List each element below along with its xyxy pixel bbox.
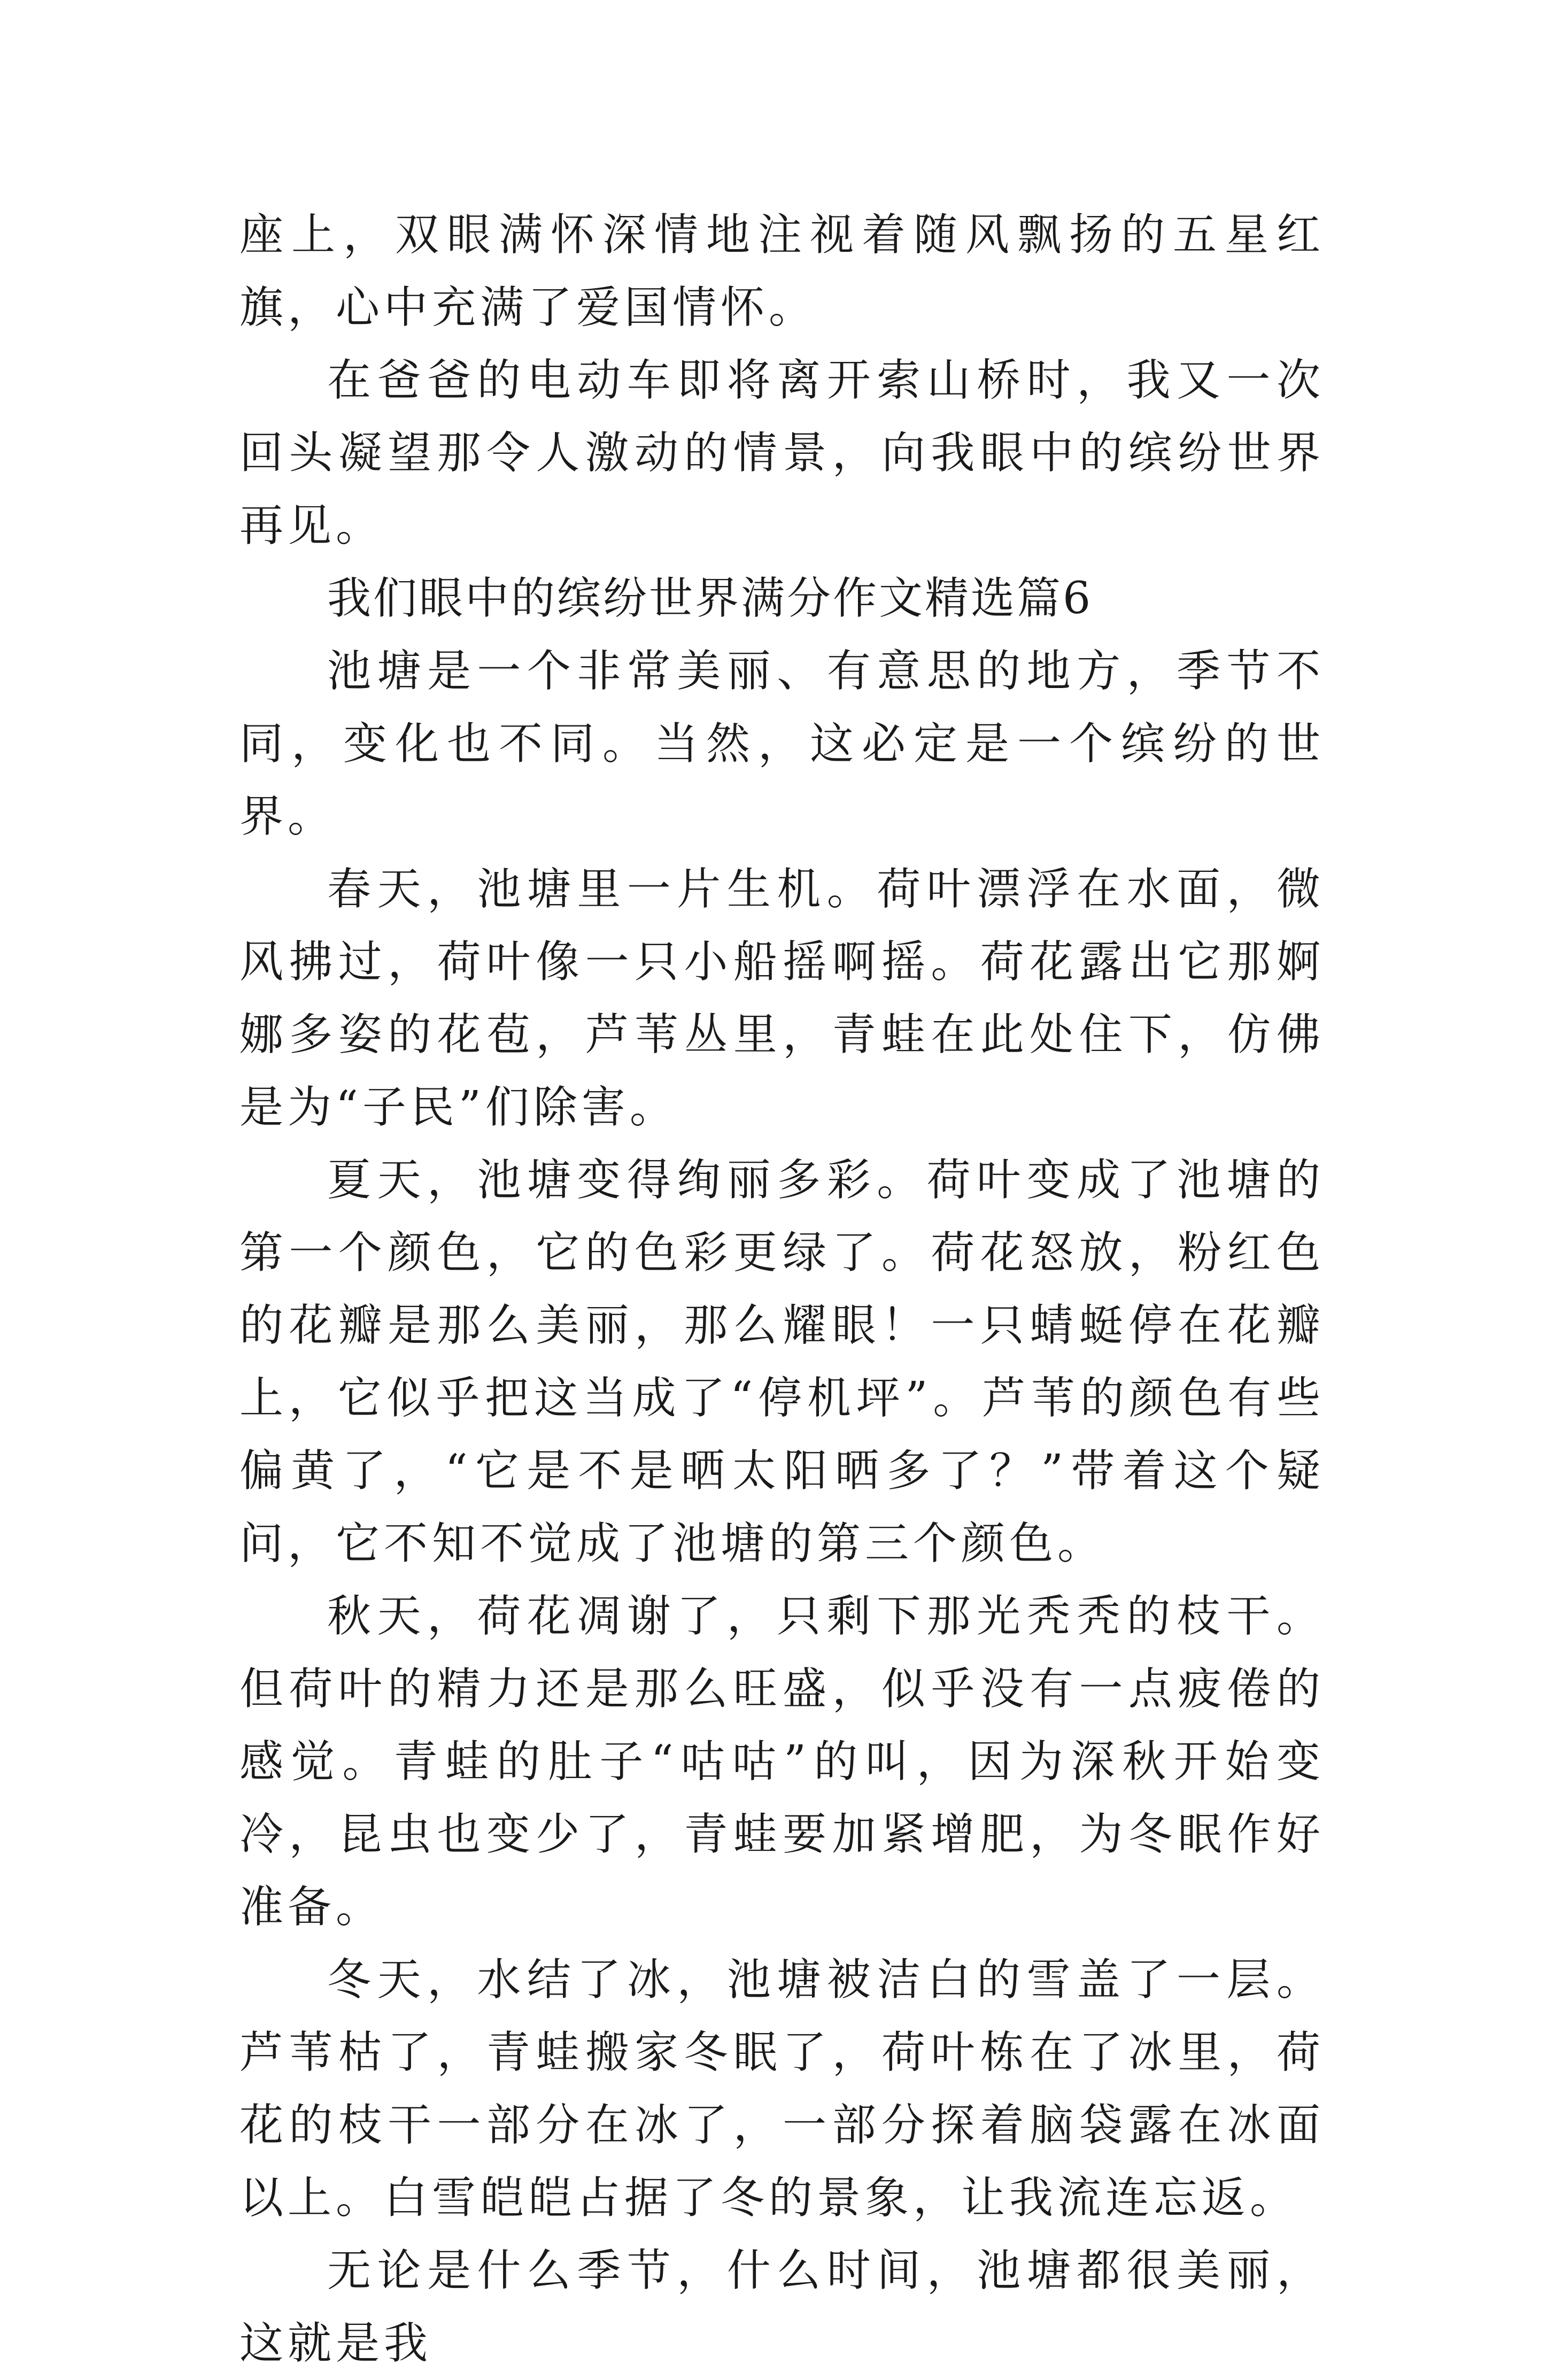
paragraph-spring: 春天，池塘里一片生机。荷叶漂浮在水面，微风拂过，荷叶像一只小船摇啊摇。荷花露出它那婀娜多姿的花苞，芦苇丛里，青蛙在此处住下，仿佛是为“子民”们除害。 bbox=[239, 864, 1325, 1133]
paragraph-continuation: 座上，双眼满怀深情地注视着随风飘扬的五星红旗，心中充满了爱国情怀。 bbox=[239, 210, 1325, 333]
paragraph-autumn: 秋天，荷花凋谢了，只剩下那光秃秃的枝干。但荷叶的精力还是那么旺盛，似乎没有一点疲倦的感觉。青蛙的肚子“咕咕”的叫，因为深秋开始变冷，昆虫也变少了，青蛙要加紧增肥，为冬眠作好准备。 bbox=[239, 1591, 1325, 1933]
paragraph: 池塘是一个非常美丽、有意思的地方，季节不同，变化也不同。当然，这必定是一个缤纷的世界。 bbox=[239, 646, 1325, 842]
paragraph-summer: 夏天，池塘变得绚丽多彩。荷叶变成了池塘的第一个颜色，它的色彩更绿了。荷花怒放，粉红色的花瓣是那么美丽，那么耀眼！一只蜻蜓停在花瓣上，它似乎把这当成了“停机坪”。芦苇的颜色有些偏黄了，“它是不是晒太阳晒多了？”带着这个疑问，它不知不觉成了池塘的第三个颜色。 bbox=[239, 1155, 1325, 1569]
document-body bbox=[239, 199, 1325, 2380]
section-heading: 我们眼中的缤纷世界满分作文精选篇6 bbox=[327, 573, 1093, 624]
paragraph: 在爸爸的电动车即将离开索山桥时，我又一次回头凝望那令人激动的情景，向我眼中的缤纷世界再见。 bbox=[239, 355, 1325, 551]
paragraph-winter: 冬天，水结了冰，池塘被洁白的雪盖了一层。芦苇枯了，青蛙搬家冬眠了，荷叶栋在了冰里，荷花的枝干一部分在冰了，一部分探着脑袋露在冰面以上。白雪皑皑占据了冬的景象，让我流连忘返。 bbox=[239, 1954, 1325, 2223]
paragraph-conclusion: 无论是什么季节，什么时间，池塘都很美丽，这就是我 bbox=[239, 2245, 1325, 2369]
